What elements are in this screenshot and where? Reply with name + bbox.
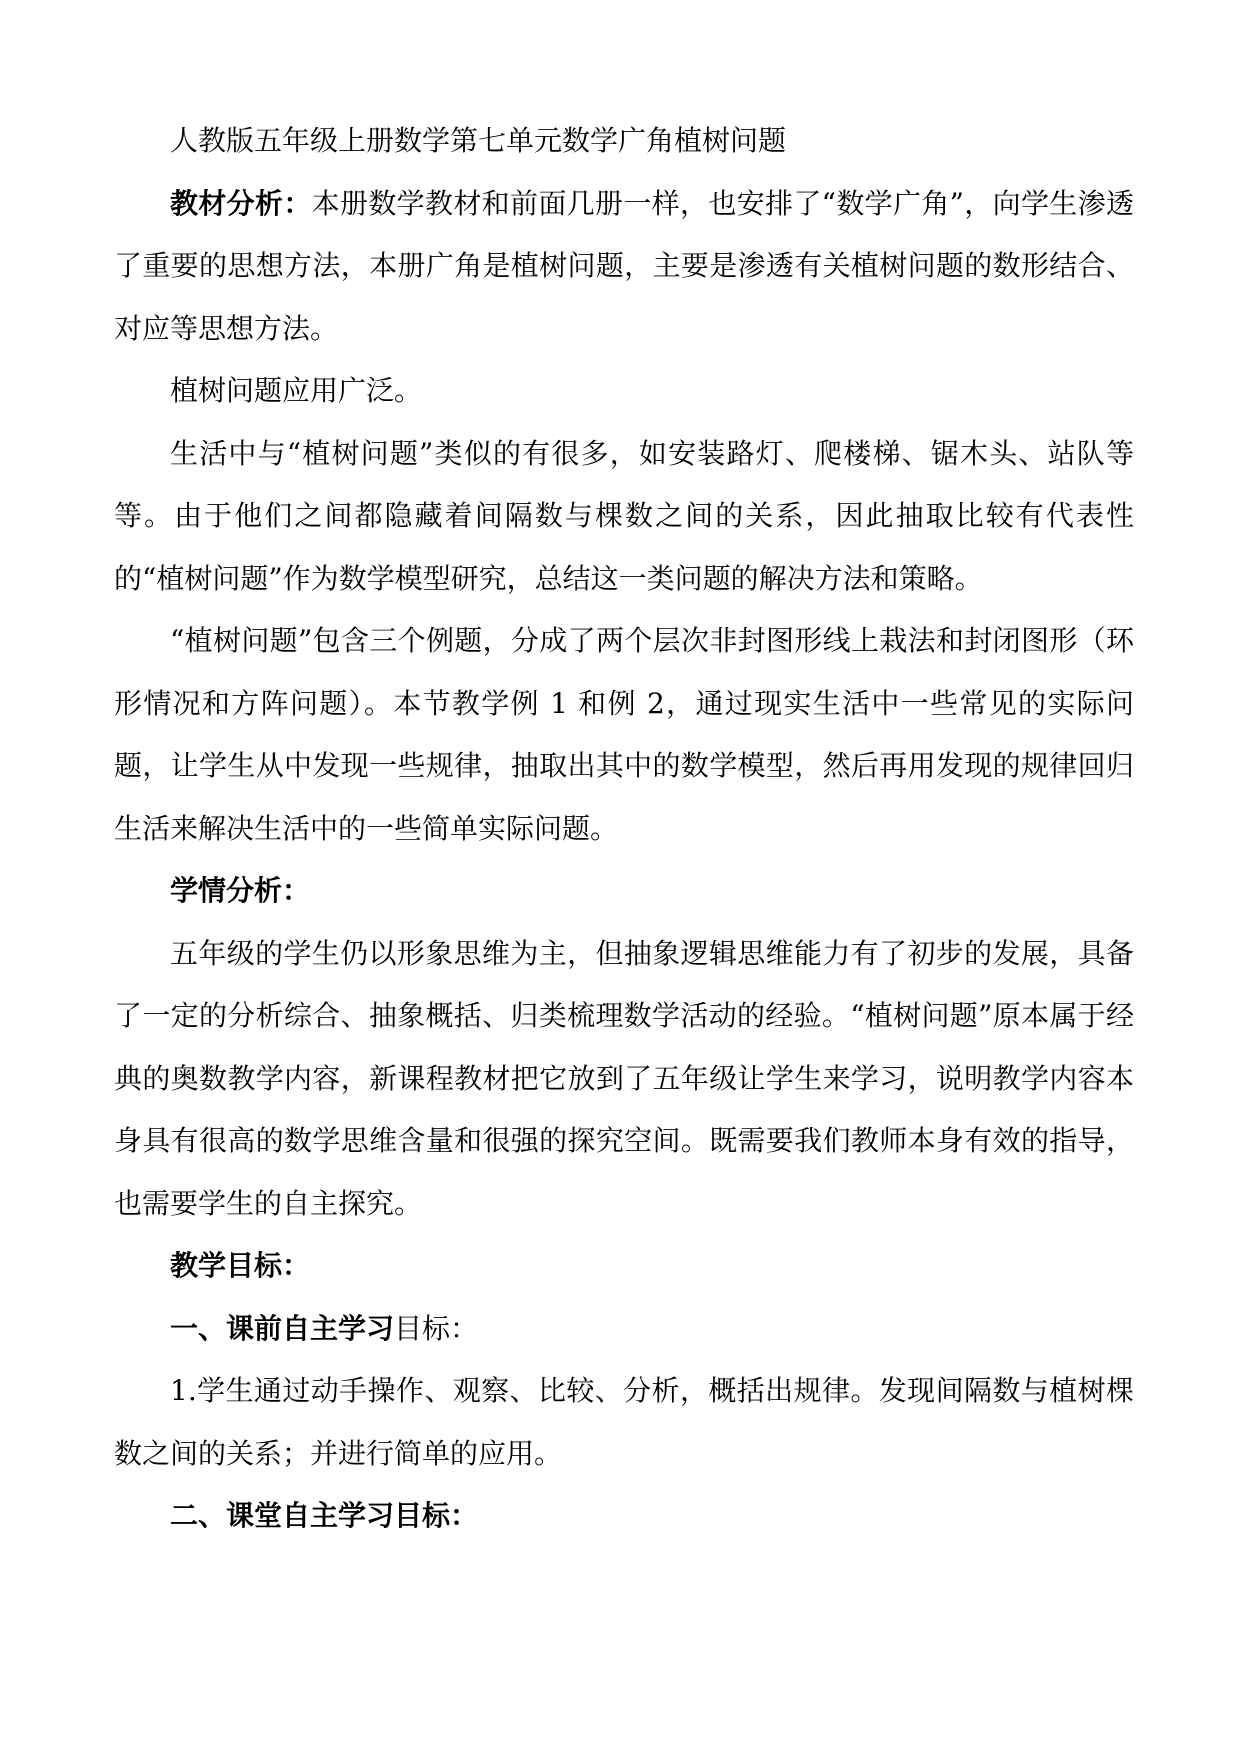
paragraph-goal-1: 1.学生通过动手操作、观察、比较、分析，概括出规律。发现间隔数与植树棵数之间的关系；并进行简单的应用。	[114, 1374, 1134, 1470]
paragraph-student-analysis: 五年级的学生仍以形象思维为主，但抽象逻辑思维能力有了初步的发展，具备了一定的分析综合、抽象概括、归类梳理数学活动的经验。“植树问题”原本属于经典的奥数教学内容，新课程教材把它放到了五年级让学生来学习，说明教学内容本身具有很高的数学思维含量和很强的探究空间。既需要我们教师本身有效的指导，也需要学生的自主探究。	[114, 936, 1134, 1220]
heading-teaching-goals: 教学目标：	[170, 1249, 311, 1282]
heading-pre-class-goals-suffix: 目标：	[394, 1311, 479, 1345]
document-page	[114, 110, 1134, 1548]
text-textbook-analysis: 本册数学教材和前面几册一样，也安排了“数学广角”，向学生渗透了重要的思想方法，本册广角是植树问题，主要是渗透有关植树问题的数形结合、对应等思想方法。	[114, 186, 1134, 345]
heading-in-class-goals: 二、课堂自主学习目标：	[170, 1499, 479, 1532]
heading-pre-class-goals-bold: 一、课前自主学习	[170, 1311, 395, 1345]
heading-textbook-analysis: 教材分析：	[170, 186, 312, 220]
paragraph-wide-application: 植树问题应用广泛。	[170, 374, 423, 407]
paragraph-example-structure: “植树问题”包含三个例题，分成了两个层次非封图形线上栽法和封闭图形（环形情况和方阵问题）。本节教学例 1 和例 2，通过现实生活中一些常见的实际问题，让学生从中发现一些规律，抽取出其中的数学模型，然后再用发现的规律回归生活来解决生活中的一些简单实际问题。	[114, 624, 1134, 845]
paragraph-textbook-analysis	[114, 173, 1134, 361]
document-title: 人教版五年级上册数学第七单元数学广角植树问题	[170, 124, 787, 157]
paragraph-life-examples: 生活中与“植树问题”类似的有很多，如安装路灯、爬楼梯、锯木头、站队等等。由于他们之间都隐藏着间隔数与棵数之间的关系，因此抽取比较有代表性的“植树问题”作为数学模型研究，总结这一类问题的解决方法和策略。	[114, 436, 1134, 595]
heading-student-analysis: 学情分析：	[170, 874, 311, 907]
heading-pre-class-goals	[114, 1298, 1134, 1361]
